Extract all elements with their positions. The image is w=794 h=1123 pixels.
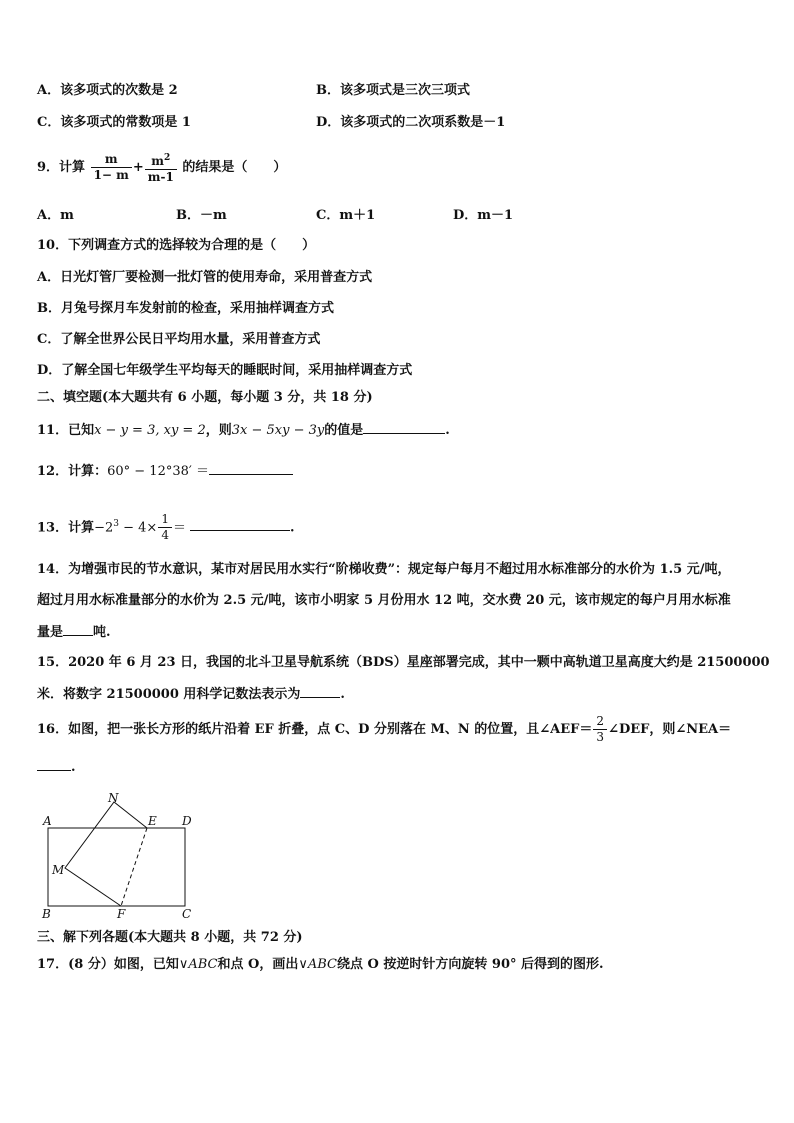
q9-option-b: B．－m [176,208,227,223]
q16-frac-num: 2 [593,714,607,730]
q10-option-b: B．月兔号探月车发射前的检查，采用抽样调查方式 [37,301,334,316]
q9-frac2-den: m-1 [147,169,174,184]
q13-prefix: 13．计算 [37,520,95,536]
section-3-heading: 三、解下列各题(本大题共 8 小题，共 72 分) [37,930,303,945]
q17-suffix: 绕点 O 按逆时针方向旋转 90° 后得到的图形. [337,957,604,972]
q9-plus: + [132,160,144,175]
q10-stem: 10．下列调查方式的选择较为合理的是（ ） [37,238,316,253]
q11-answer-blank [363,421,445,434]
q9-suffix: 的结果是（ ） [182,160,287,175]
q15-answer-blank [300,685,340,698]
q17-triangle-1: ∨ABC [178,957,218,972]
section-2-heading: 二、填空题(本大题共有 6 小题，每小题 3 分，共 18 分) [37,390,373,405]
q8-option-c: C．该多项式的常数项是 1 [37,115,191,130]
q14-answer-blank [63,623,93,636]
question-13 [37,506,295,546]
question-9 [37,150,286,186]
folded-rectangle-figure [30,790,210,922]
q14-line-3 [37,623,111,642]
rectangle-abcd [48,828,185,906]
q15-line-2b: . [340,687,345,702]
q11-condition: x − y = 3, xy = 2 [94,423,206,438]
q9-option-a: A．m [37,208,74,223]
q14-line-1: 14．为增强市民的节水意识，某市对居民用水实行“阶梯收费”：规定每户每月不超过用水标准部分的水价为 1.5 元/吨， [37,562,731,577]
q15-line-2 [37,685,345,704]
q15-line-1: 15．2020 年 6 月 23 日，我国的北斗卫星导航系统（BDS）星座部署完成，其中一颗中高轨道卫星高度大约是 21500000 [37,655,770,670]
q13-frac-den: 4 [161,528,169,543]
q13-frac-num: 1 [158,512,172,528]
q17-mid: 和点 O，画出 [217,957,299,972]
q13-end: . [289,520,295,536]
q11-expression: 3x − 5xy − 3y [231,423,325,438]
q13-expr-a: −2 [94,520,114,536]
q9-frac1-num: m [91,152,132,168]
q9-frac2-exp: 2 [164,152,171,163]
label-n: N [108,791,119,805]
label-a: A [43,814,52,828]
q9-option-d: D．m－1 [453,208,514,223]
fold-line-ef [121,828,147,906]
folded-part [65,802,147,906]
q17-triangle-2: ∨ABC [298,957,337,972]
q14-line-3b: 吨. [93,625,111,640]
q12-answer-blank [209,462,293,475]
label-d: D [182,814,192,828]
q11-end: . [445,423,450,438]
q13-expr-b: − 4× [119,520,158,536]
label-e: E [148,814,157,828]
q16-text-a: 16．如图，把一张长方形的纸片沿着 EF 折叠，点 C、D 分别落在 M、N 的位置，且∠AEF＝ [37,722,593,737]
q8-option-d: D．该多项式的二次项系数是－1 [316,115,506,130]
label-b: B [42,907,51,921]
q14-line-3a: 量是 [37,625,64,640]
q8-option-b: B．该多项式是三次三项式 [316,83,470,98]
q16-text-b: ∠DEF，则∠NEA＝ [608,722,732,737]
q15-line-2a: 米．将数字 21500000 用科学记数法表示为 [37,687,301,702]
q13-answer-blank [190,518,290,531]
q9-fraction-2 [145,151,177,185]
q13-fraction [158,512,172,543]
q16-frac-den: 3 [596,730,605,744]
q16-line-2 [37,758,76,777]
q9-fraction-1 [91,152,132,183]
q13-exponent: 3 [113,519,119,529]
q13-equals: ＝ [172,520,186,536]
q11-suffix: 的值是 [324,423,364,438]
q8-option-a: A．该多项式的次数是 2 [37,83,178,98]
q11-prefix: 11．已知 [37,423,95,438]
question-17 [37,956,604,974]
q9-prefix: 9．计算 [37,160,86,175]
label-f: F [117,907,126,921]
label-c: C [182,907,192,921]
q17-prefix: 17．(8 分）如图，已知 [37,957,179,972]
q12-expression: 60° − 12°38′ ＝ [107,464,209,479]
q10-option-a: A．日光灯管厂要检测一批灯管的使用寿命，采用普查方式 [37,270,373,285]
question-12 [37,462,293,481]
label-m: M [52,863,65,877]
q9-option-c: C．m＋1 [316,208,376,223]
q9-frac2-num: m [151,153,164,168]
q16-answer-blank [37,758,71,771]
q11-mid: ，则 [205,423,232,438]
q16-fraction [593,714,607,745]
q16-end: . [71,760,76,775]
q10-option-c: C．了解全世界公民日平均用水量，采用普查方式 [37,332,321,347]
q9-frac1-den: 1− m [93,168,129,182]
q14-line-2: 超过月用水标准量部分的水价为 2.5 元/吨，该市小明家 5 月份用水 12 吨，交水费 20 元，该市规定的每户月用水标准 [37,593,731,608]
q10-option-d: D．了解全国七年级学生平均每天的睡眠时间，采用抽样调查方式 [37,363,413,378]
q12-prefix: 12．计算： [37,464,108,479]
q16-line-1 [37,712,731,748]
question-11 [37,421,450,440]
